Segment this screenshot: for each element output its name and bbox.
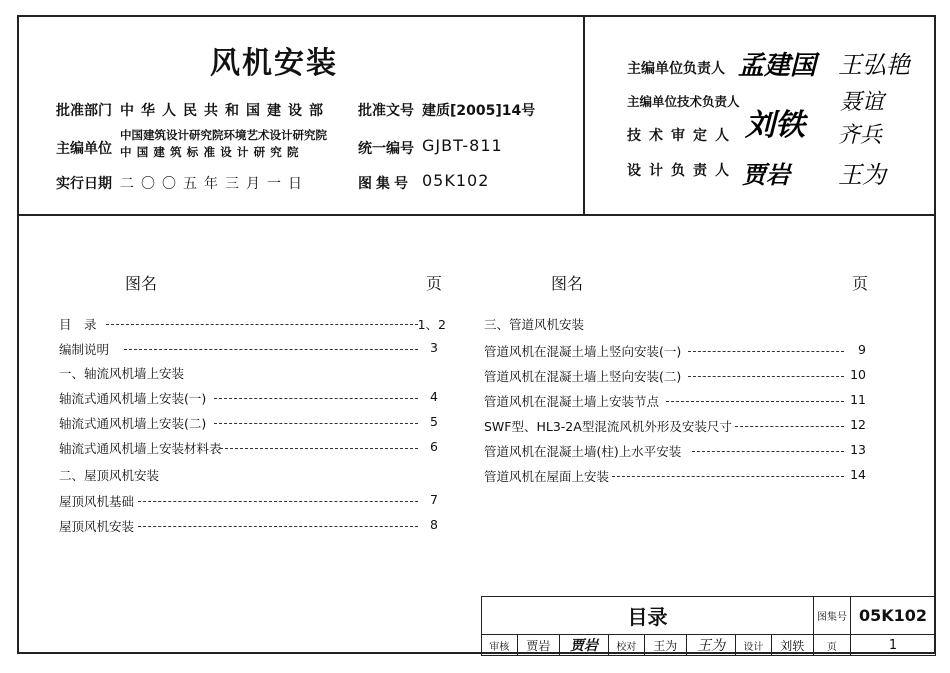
signature-4: 聂谊 [840, 90, 885, 115]
review-label: 审核 [482, 635, 518, 656]
design-head-label: 设计负责人 [627, 163, 737, 179]
toc-item-page: 6 [430, 439, 438, 454]
approval-doc-label: 批准文号 [358, 103, 414, 119]
toc-item-page: 5 [430, 414, 438, 429]
design-label: 设计 [736, 635, 772, 656]
page-label: 页 [814, 635, 851, 656]
header-divider [583, 15, 585, 215]
toc-section-heading: 三、管道风机安装 [484, 317, 585, 332]
tech-review-label: 技术审定人 [627, 128, 737, 144]
approval-dept-value: 中华人民共和国建设部 [120, 103, 330, 119]
review-name: 贾岩 [517, 635, 559, 656]
unified-no-value: GJBT-811 [422, 136, 503, 155]
signature-7: 王为 [838, 161, 886, 189]
signature-5: 齐兵 [838, 123, 883, 148]
toc-item-name[interactable]: 屋顶风机安装 [59, 519, 135, 534]
leader-line [612, 476, 844, 477]
atlas-no-value: 05K102 [422, 171, 490, 190]
title-block-atlas-value: 05K102 [851, 597, 936, 635]
leader-line [692, 451, 844, 452]
toc-item-name[interactable]: 管道风机在屋面上安装 [484, 469, 610, 484]
toc-item-name[interactable]: 编制说明 [59, 342, 110, 357]
check-label: 校对 [609, 635, 645, 656]
leader-line [124, 349, 418, 350]
toc-item-name[interactable]: 管道风机在混凝土墙上安装节点 [484, 394, 660, 409]
toc-left-page-header: 页 [426, 274, 443, 293]
toc-item-name[interactable]: 轴流式通风机墙上安装材料表 [59, 441, 222, 456]
toc-right-name-header: 图名 [551, 274, 584, 293]
toc-item-page: 7 [430, 492, 438, 507]
signature-2: 王弘艳 [838, 51, 910, 79]
toc-item-page: 10 [850, 367, 866, 382]
toc-section-heading: 一、轴流风机墙上安装 [59, 366, 185, 381]
review-signature: 贾岩 [559, 635, 608, 656]
check-signature: 王为 [686, 635, 735, 656]
atlas-no-label: 图集号 [358, 176, 412, 192]
check-name: 王为 [644, 635, 686, 656]
toc-item-page: 9 [858, 342, 866, 357]
editor-unit-label: 主编单位 [56, 141, 112, 157]
title-block [481, 596, 936, 656]
toc-item-page: 13 [850, 442, 866, 457]
toc-right-page-header: 页 [852, 274, 869, 293]
toc-item-name[interactable]: 轴流式通风机墙上安装(一) [59, 391, 207, 406]
editor-unit-line1: 中国建筑设计研究院环境艺术设计研究院 [120, 128, 327, 142]
toc-item-page: 4 [430, 389, 438, 404]
signature-6: 贾岩 [742, 160, 790, 189]
leader-line [735, 426, 844, 427]
design-name: 刘轶 [771, 635, 813, 656]
leader-line [214, 398, 418, 399]
approval-doc-value: 建质[2005]14号 [422, 103, 536, 119]
toc-item-page: 14 [850, 467, 866, 482]
chief-unit-tech-label: 主编单位技术负责人 [627, 94, 740, 109]
toc-item-name[interactable]: SWF型、HL3-2A型混流风机外形及安装尺寸 [484, 419, 732, 434]
leader-line [666, 401, 844, 402]
toc-item-page: 3 [430, 340, 438, 355]
page-value: 1 [851, 635, 936, 656]
sheet-title: 目录 [482, 597, 814, 635]
toc-section-heading: 二、屋顶风机安装 [59, 468, 160, 483]
signature-1: 孟建国 [738, 51, 817, 81]
leader-line [138, 501, 418, 502]
toc-item-page: 11 [850, 392, 866, 407]
toc-item-name[interactable]: 屋顶风机基础 [59, 494, 135, 509]
toc-item-name[interactable]: 目 录 [59, 317, 97, 332]
effective-date-value: 二〇〇五年三月一日 [120, 176, 309, 192]
leader-line [106, 324, 418, 325]
toc-item-page: 8 [430, 517, 438, 532]
header-bottom-rule [17, 214, 936, 216]
signature-3: 刘铁 [745, 108, 805, 143]
toc-item-name[interactable]: 管道风机在混凝土墙上竖向安装(一) [484, 344, 682, 359]
toc-left-name-header: 图名 [125, 274, 158, 293]
toc-item-page: 1、2 [417, 317, 446, 332]
leader-line [138, 526, 418, 527]
leader-line [688, 351, 844, 352]
effective-date-label: 实行日期 [56, 176, 112, 192]
toc-item-name[interactable]: 管道风机在混凝土墙(柱)上水平安装 [484, 444, 682, 459]
page-title: 风机安装 [210, 46, 338, 81]
leader-line [220, 448, 418, 449]
approval-dept-label: 批准部门 [56, 103, 112, 119]
chief-unit-head-label: 主编单位负责人 [627, 61, 725, 77]
leader-line [214, 423, 418, 424]
leader-line [688, 376, 844, 377]
unified-no-label: 统一编号 [358, 141, 414, 157]
toc-item-page: 12 [850, 417, 866, 432]
title-block-atlas-label: 图集号 [814, 597, 851, 635]
toc-item-name[interactable]: 轴流式通风机墙上安装(二) [59, 416, 207, 431]
toc-item-name[interactable]: 管道风机在混凝土墙上竖向安装(二) [484, 369, 682, 384]
editor-unit-line2: 中国建筑标准设计研究院 [120, 145, 304, 159]
